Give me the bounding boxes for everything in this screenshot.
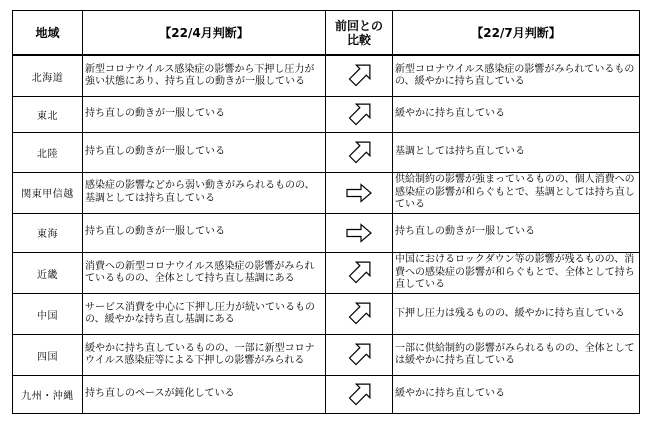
april-judgment-cell: 新型コロナウイルス感染症の影響から下押し圧力が強い状態にあり、持ち直しの動きが一服している: [83, 55, 326, 97]
july-judgment-cell: 下押し圧力は残るものの、緩やかに持ち直している: [393, 294, 640, 335]
april-judgment-cell: 持ち直しの動きが一服している: [83, 213, 326, 252]
april-judgment-cell: 持ち直しのペースが鈍化している: [83, 376, 326, 414]
comparison-cell: [326, 376, 393, 414]
up-right-arrow-icon: [328, 62, 390, 90]
up-right-arrow-icon: [328, 300, 390, 328]
july-judgment-cell: 中国におけるロックダウン等の影響が残るものの、消費への感染症の影響が和らぐもとで、全体として持ち直している: [393, 252, 640, 294]
table-row: [13, 252, 640, 294]
region-cell: 四国: [13, 335, 83, 376]
region-cell: 北陸: [13, 133, 83, 173]
table-row: [13, 294, 640, 335]
comparison-cell: [326, 55, 393, 97]
regional-assessment-table: [12, 10, 640, 414]
table-row: [13, 97, 640, 133]
header-april-judgment: 【22/4月判断】: [83, 11, 326, 56]
header-region: 地域: [13, 11, 83, 56]
region-cell: 九州・沖縄: [13, 376, 83, 414]
july-judgment-cell: 緩やかに持ち直している: [393, 97, 640, 133]
comparison-cell: [326, 97, 393, 133]
comparison-cell: [326, 294, 393, 335]
up-right-arrow-icon: [328, 381, 390, 409]
july-judgment-cell: 基調としては持ち直している: [393, 133, 640, 173]
july-judgment-cell: 持ち直しの動きが一服している: [393, 213, 640, 252]
april-judgment-cell: 感染症の影響などから弱い動きがみられるものの、基調としては持ち直している: [83, 172, 326, 213]
table-row: [13, 172, 640, 213]
april-judgment-cell: 持ち直しの動きが一服している: [83, 133, 326, 173]
july-judgment-cell: 供給制約の影響が強まっているものの、個人消費への感染症の影響が和らぐもとで、基調としては持ち直している: [393, 172, 640, 213]
table-row: [13, 55, 640, 97]
july-judgment-cell: 緩やかに持ち直している: [393, 376, 640, 414]
region-cell: 北海道: [13, 55, 83, 97]
table-row: [13, 376, 640, 414]
up-right-arrow-icon: [328, 341, 390, 369]
table-row: [13, 335, 640, 376]
comparison-cell: [326, 172, 393, 213]
region-cell: 中国: [13, 294, 83, 335]
header-july-judgment: 【22/7月判断】: [393, 11, 640, 56]
april-judgment-cell: 緩やかに持ち直しているものの、一部に新型コロナウイルス感染症等による下押しの影響がみられる: [83, 335, 326, 376]
table-row: [13, 213, 640, 252]
region-cell: 東北: [13, 97, 83, 133]
region-cell: 東海: [13, 213, 83, 252]
header-comparison: 前回との 比較: [326, 11, 393, 56]
up-right-arrow-icon: [328, 259, 390, 287]
april-judgment-cell: 消費への新型コロナウイルス感染症の影響がみられているものの、全体として持ち直し基調にある: [83, 252, 326, 294]
table-row: [13, 133, 640, 173]
region-cell: 関東甲信越: [13, 172, 83, 213]
region-cell: 近畿: [13, 252, 83, 294]
comparison-cell: [326, 133, 393, 173]
april-judgment-cell: サービス消費を中心に下押し圧力が続いているものの、緩やかな持ち直し基調にある: [83, 294, 326, 335]
comparison-cell: [326, 335, 393, 376]
header-row: [13, 11, 640, 56]
up-right-arrow-icon: [328, 101, 390, 129]
up-right-arrow-icon: [328, 139, 390, 167]
april-judgment-cell: 持ち直しの動きが一服している: [83, 97, 326, 133]
right-arrow-icon: [328, 182, 390, 204]
right-arrow-icon: [328, 222, 390, 244]
comparison-cell: [326, 213, 393, 252]
july-judgment-cell: 一部に供給制約の影響がみられるものの、全体としては緩やかに持ち直している: [393, 335, 640, 376]
comparison-cell: [326, 252, 393, 294]
july-judgment-cell: 新型コロナウイルス感染症の影響がみられているものの、緩やかに持ち直している: [393, 55, 640, 97]
